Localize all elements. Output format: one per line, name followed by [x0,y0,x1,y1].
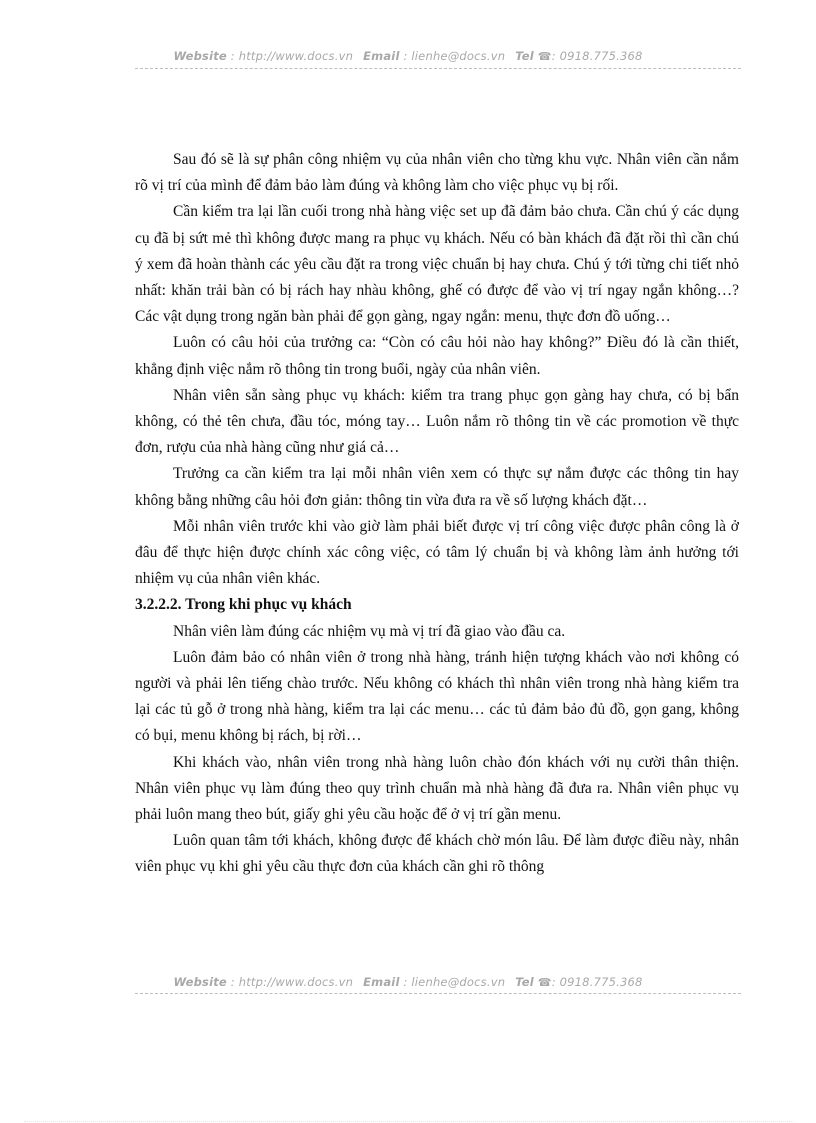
email-separator: : [399,49,412,63]
header-divider [135,68,741,69]
paragraph: Mỗi nhân viên trước khi vào giờ làm phải biết được vị trí công việc được phân công là ở đâu để thực hiện được chính xác công việc, có tâm lý chuẩn bị và không làm ảnh hưởng tới nhiệm vụ của nhân viên khác. [135,517,739,588]
phone-icon: ☎ [537,50,552,63]
paragraph: Luôn quan tâm tới khách, không được để khách chờ món lâu. Để làm được điều này, nhân viên phục vụ khi ghi yêu cầu thực đơn của khách cần ghi rõ thông [135,832,739,876]
page-header [0,49,816,63]
tel-number: : 0918.775.368 [551,49,643,63]
document-body [135,147,739,881]
website-label: Website [173,49,227,63]
paragraph: Nhân viên sẵn sàng phục vụ khách: kiểm tra trang phục gọn gàng hay chưa, có bị bẩn không, có thẻ tên chưa, đầu tóc, móng tay… Luôn nắm rõ thông tin về các promotion về thực đơn, rượu của nhà hàng cũng như giá cả… [135,386,739,457]
tel-label: Tel [515,975,534,989]
website-url[interactable]: http://www.docs.vn [238,975,354,989]
paragraph: Luôn có câu hỏi của trưởng ca: “Còn có câu hỏi nào hay không?” Điều đó là cần thiết, khẳng định việc nắm rõ thông tin trong buổi, ngày của nhân viên. [135,334,739,378]
email-address[interactable]: lienhe@docs.vn [411,49,506,63]
footer-divider [135,993,741,994]
tel-number: : 0918.775.368 [551,975,643,989]
phone-icon: ☎ [537,976,552,989]
website-label: Website [173,975,227,989]
paragraph: Khi khách vào, nhân viên trong nhà hàng luôn chào đón khách với nụ cười thân thiện. Nhân viên phục vụ làm đúng theo quy trình chuẩn mà nhà hàng đã đưa ra. Nhân viên phục vụ phải luôn mang theo bút, giấy ghi yêu cầu hoặc để ở vị trí gần menu. [135,753,739,824]
paragraph: Nhân viên làm đúng các nhiệm vụ mà vị trí đã giao vào đầu ca. [173,622,566,640]
website-separator: : [226,49,239,63]
page-footer [0,975,816,989]
email-address[interactable]: lienhe@docs.vn [411,975,506,989]
tel-label: Tel [515,49,534,63]
paragraph: Trưởng ca cần kiểm tra lại mỗi nhân viên xem có thực sự nắm được các thông tin hay không bằng những câu hỏi đơn giản: thông tin vừa đưa ra về số lượng khách đặt… [135,465,739,509]
paragraph: Luôn đảm bảo có nhân viên ở trong nhà hàng, tránh hiện tượng khách vào nơi không có người và phải lên tiếng chào trước. Nếu không có khách thì nhân viên trong nhà hàng kiểm tra lại các tủ gỗ ở trong nhà hàng, kiểm tra lại các menu… các tủ đảm bảo đủ đồ, gọn gang, không có bụi, menu không bị rách, bị rời… [135,648,739,745]
email-separator: : [399,975,412,989]
website-url[interactable]: http://www.docs.vn [238,49,354,63]
website-separator: : [226,975,239,989]
page-bottom-edge [24,1121,794,1122]
section-heading: 3.2.2.2. Trong khi phục vụ khách [135,596,352,614]
paragraph: Cần kiểm tra lại lần cuối trong nhà hàng việc set up đã đảm bảo chưa. Cần chú ý các dụng cụ đã bị sứt mẻ thì không được mang ra phục vụ khách. Nếu có bàn khách đã đặt rồi thì cần chú ý xem đã hoàn thành các yêu cầu đặt ra trong việc chuẩn bị hay chưa. Chú ý tới từng chi tiết nhỏ nhất: khăn trải bàn có bị rách hay nhàu không, ghế có được để vào vị trí ngay ngắn không…? Các vật dụng trong ngăn bàn phải để gọn gàng, ngay ngắn: menu, thực đơn đồ uống… [135,203,739,326]
email-label: Email [363,49,400,63]
email-label: Email [363,975,400,989]
paragraph: Sau đó sẽ là sự phân công nhiệm vụ của nhân viên cho từng khu vực. Nhân viên cần nắm rõ vị trí của mình để đảm bảo làm đúng và không làm cho việc phục vụ bị rối. [135,151,739,195]
